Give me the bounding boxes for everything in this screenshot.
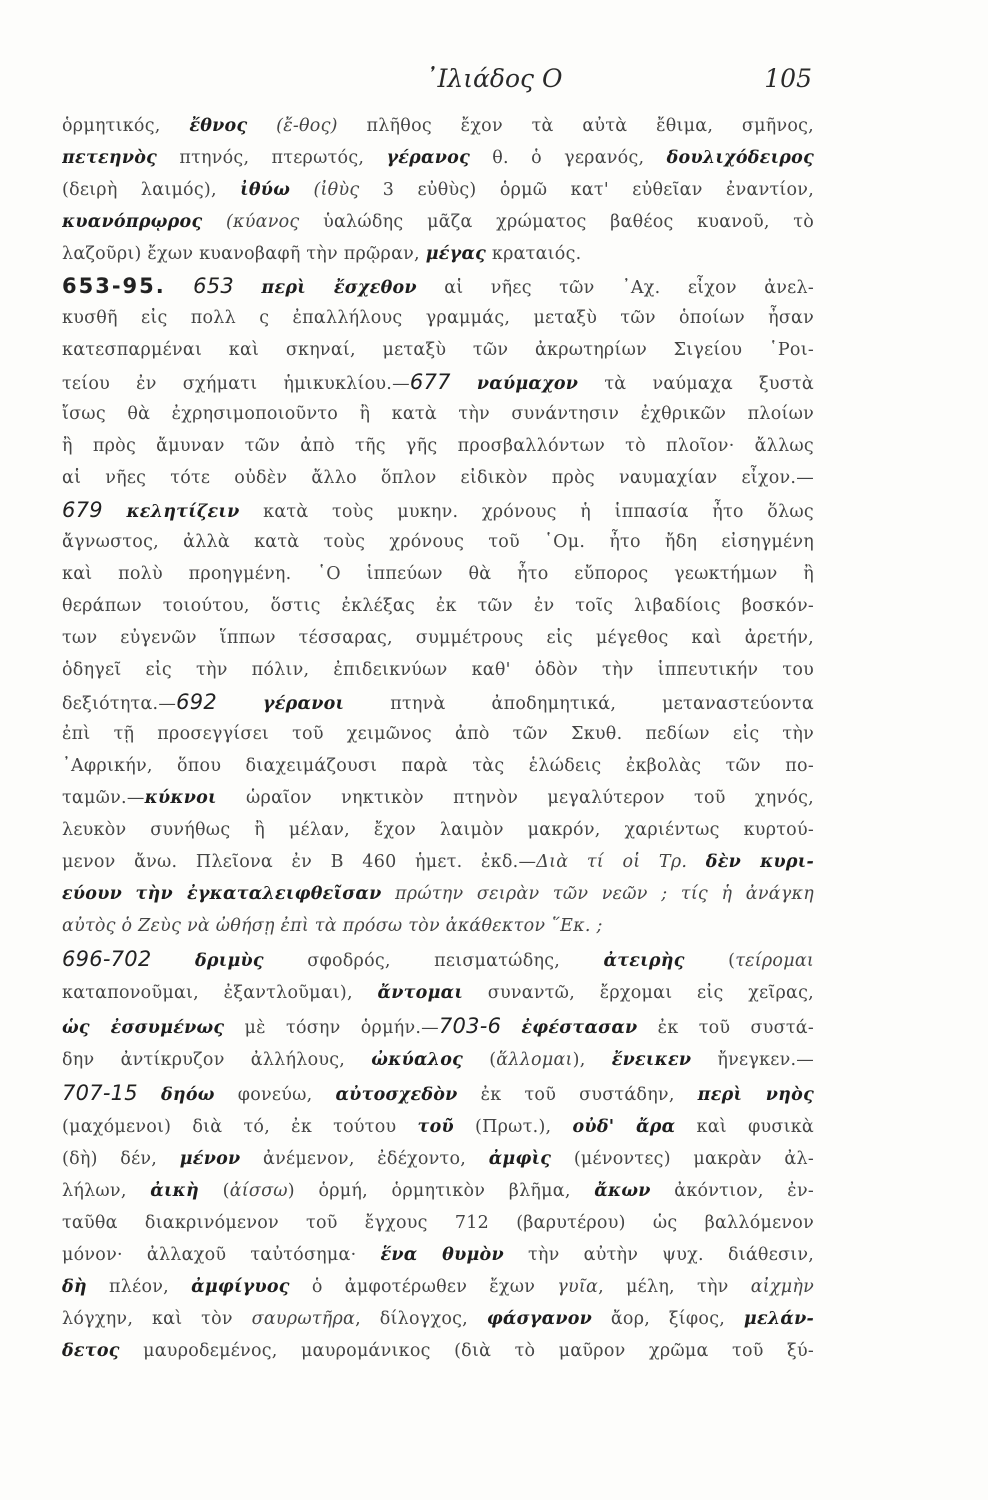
text-line: [62, 238, 814, 270]
text-line: [62, 142, 814, 174]
text-run: δεξιότητα.—: [62, 694, 177, 714]
lemma: δουλιχόδειρος: [666, 148, 814, 168]
lemma: ἄντομαι: [377, 983, 464, 1003]
text-run: ἄορ, ξίφος,: [592, 1309, 744, 1329]
text-run: , μέλη, τὴν: [598, 1277, 751, 1297]
italic-run: (κύανος: [202, 212, 300, 232]
text-run: των εὐγενῶν ἵππων τέσσαρας, συμμέτρους εἰς μέγεθος καὶ ἀρετήν,: [62, 628, 814, 648]
italic-run: Διὰ τί οἱ Τρ.: [536, 852, 688, 872]
lemma: ἀμφὶς: [488, 1149, 552, 1169]
text-line: [62, 526, 814, 558]
text-line: [62, 1335, 814, 1367]
text-line: [62, 1143, 814, 1175]
text-line: [62, 206, 814, 238]
text-line: [62, 1271, 814, 1303]
text-run: ἐκ τοῦ συστάδην,: [457, 1085, 698, 1105]
text-line: [62, 1239, 814, 1271]
text-run: [152, 951, 195, 971]
text-run: ᾿Αφρικήν, ὅπου διαχειμάζουσι παρὰ τὰς ἑλώδεις ἐκβολὰς τῶν πο-: [62, 756, 814, 776]
text-run: μόνον· ἀλλαχοῦ ταὐτόσημα·: [62, 1245, 381, 1265]
text-run: μαυροδεμένος, μαυρομάνικος (διὰ τὸ μαῦρον χρῶμα τοῦ ξύ-: [119, 1341, 814, 1361]
running-head: [0, 64, 988, 104]
lemma: ὡς ἐσσυμένως: [62, 1018, 225, 1038]
text-run: ὁδηγεῖ εἰς τὴν πόλιν, ἐπιδεικνύων καθ' ὁδὸν τὴν ἱππευτικήν του: [62, 660, 814, 680]
text-line: [62, 910, 814, 942]
lemma: κύκνοι: [144, 788, 217, 808]
text-run: ἄγνωστος, ἀλλὰ κατὰ τοὺς χρόνους τοῦ ῾Ομ. ἦτο ἤδη εἰσηγμένη: [62, 532, 814, 552]
verse-ref: 692: [176, 690, 217, 714]
text-run: κυσθῆ εἰς πολλ ς ἐπαλλήλους γραμμάς, μεταξὺ τῶν ὁποίων ἦσαν: [62, 308, 814, 328]
italic-run: αὐτὸς ὁ Ζεὺς νὰ ὠθήσῃ ἐπὶ τὰ πρόσω τὸν ἀκάθεκτον ῞Εκ. ;: [62, 916, 603, 936]
text-run: ταμῶν.—: [62, 788, 145, 808]
italic-run: (ἰθὺς: [290, 180, 360, 200]
lemma: αὐτοσχεδὸν: [335, 1085, 458, 1105]
lemma: ναύμαχον: [476, 374, 579, 394]
text-line: [62, 366, 814, 398]
text-line: [62, 846, 814, 878]
lemma: περὶ ἔσχεθον: [261, 278, 417, 298]
text-run: συναντῶ, ἔρχομαι εἰς χεῖρας,: [463, 983, 814, 1003]
text-run: καταπονοῦμαι, ἐξαντλοῦμαι),: [62, 983, 378, 1003]
text-run: πτηνός, πτερωτός,: [157, 148, 387, 168]
text-line: [62, 622, 814, 654]
text-run: 3 εὐθὺς) ὁρμῶ κατ' εὐθεῖαν ἐναντίον,: [359, 180, 814, 200]
text-line: [62, 686, 814, 718]
text-line: [62, 334, 814, 366]
text-run: [166, 278, 193, 298]
text-line: [62, 430, 814, 462]
text-run: δην ἀντίκρυζον ἀλλήλους,: [62, 1050, 372, 1070]
text-run: αἱ νῆες τότε οὐδὲν ἄλλο ὅπλον εἰδικὸν πρὸς ναυμαχίαν εἶχον.—: [62, 468, 814, 488]
text-run: θ. ὁ γερανός,: [469, 148, 667, 168]
lemma: ἔθνος: [189, 116, 248, 136]
italic-run: ἀίσσω: [229, 1181, 288, 1201]
verse-ref: 677: [409, 370, 451, 394]
text-run: (Πρωτ.),: [453, 1117, 573, 1137]
text-run: (: [684, 951, 736, 971]
text-line: [62, 977, 814, 1009]
text-line: [62, 270, 814, 302]
italic-run: ἅλλομαι: [496, 1050, 573, 1070]
lemma: δετος: [62, 1341, 120, 1361]
verse-ref: 707-15: [62, 1081, 138, 1105]
lemma: γέρανοι: [262, 694, 345, 714]
running-head-title: ᾿Ιλιάδος Ο: [425, 64, 563, 93]
text-line: [62, 1044, 814, 1076]
text-line: [62, 174, 814, 206]
italic-run: αἰχμὴν: [750, 1277, 814, 1297]
text-line: [62, 814, 814, 846]
italic-run: (ἔ-θος): [247, 116, 338, 136]
text-run: μενον ἄνω. Πλεῖονα ἐν Β 460 ἡμετ. ἐκδ.—: [62, 852, 537, 872]
verse-ref: 679: [62, 498, 103, 522]
italic-run: σαυρωτῆρα: [251, 1309, 356, 1329]
text-run: [501, 1018, 521, 1038]
lemma: μέγας: [425, 244, 487, 264]
text-run: ὁ ἀμφοτέρωθεν ἔχων: [289, 1277, 558, 1297]
lemma: ἄκων: [594, 1181, 651, 1201]
text-run: πτηνὰ ἀποδημητικά, μεταναστεύοντα: [344, 694, 814, 714]
text-run: ἀνέμενον, ἐδέχοντο,: [240, 1149, 489, 1169]
text-line: [62, 590, 814, 622]
text-run: ὁρμητικός,: [62, 116, 190, 136]
verse-ref: 703-6: [438, 1014, 502, 1038]
text-line: [62, 782, 814, 814]
text-run: πλέον,: [86, 1277, 192, 1297]
text-line: [62, 1076, 814, 1111]
text-run: τὰ ναύμαχα ξυστὰ: [578, 374, 814, 394]
lemma: τοῦ: [417, 1117, 454, 1137]
text-run: ταῦθα διακρινόμενον τοῦ ἔγχους 712 (βαρυτέρου) ὡς βαλλόμενον: [62, 1213, 814, 1233]
page-number: 105: [764, 64, 812, 93]
lemma: δὴ: [62, 1277, 87, 1297]
text-run: κατεσπαρμέναι καὶ σκηναί, μεταξὺ τῶν ἀκρωτηρίων Σιγείου ῾Ροι-: [62, 340, 814, 360]
text-run: [687, 852, 706, 872]
lemma: δριμὺς: [194, 951, 264, 971]
text-line: [62, 1009, 814, 1044]
lemma: κυανόπρῳρος: [62, 212, 203, 232]
text-line: [62, 110, 814, 142]
text-run: τείου ἐν σχήματι ἡμικυκλίου.—: [62, 374, 410, 394]
italic-run: τείρομαι: [735, 951, 814, 971]
lemma: μελάν-: [743, 1309, 814, 1329]
lemma: τὴν ἐγκαταλειφθεῖσαν: [135, 884, 382, 904]
text-run: ἀκόντιον, ἐν-: [650, 1181, 814, 1201]
text-line: [62, 302, 814, 334]
lemma: ἔνεικεν: [611, 1050, 692, 1070]
text-run: θεράπων τοιούτου, ὅστις ἐκλέξας ἐκ τῶν ἐν τοῖς λιβαδίοις βοσκόν-: [62, 596, 814, 616]
text-run: κατὰ τοὺς μυκην. χρόνους ἡ ἱππασία ἦτο ὅλως: [239, 502, 814, 522]
text-run: (: [199, 1181, 230, 1201]
text-run: (: [463, 1050, 497, 1070]
text-run: [234, 278, 261, 298]
text-run: [382, 884, 396, 904]
text-run: (μένοντες) μακρὰν ἀλ-: [551, 1149, 814, 1169]
italic-run: γυῖα: [557, 1277, 599, 1297]
text-run: [103, 502, 127, 522]
text-line: [62, 462, 814, 494]
text-run: κραταιός.: [486, 244, 582, 264]
text-run: αἱ νῆες τῶν ᾿Αχ. εἶχον ἀνελ-: [416, 278, 814, 298]
text-run: ἤνεγκεν.—: [691, 1050, 814, 1070]
text-line: [62, 558, 814, 590]
text-run: καὶ πολὺ προηγμένη. ῾Ο ἱππεύων θὰ ἦτο εὔπορος γεωκτήμων ἢ: [62, 564, 814, 584]
lemma: δηόω: [160, 1085, 215, 1105]
text-run: λόγχην, καὶ τὸν: [62, 1309, 252, 1329]
text-run: λαζοῦρι) ἔχων κυανοβαφῆ τὴν πρῷραν,: [62, 244, 426, 264]
lemma: πετεηνὸς: [62, 148, 158, 168]
text-run: ) ὁρμή, ὁρμητικὸν βλῆμα,: [287, 1181, 595, 1201]
lemma: ἀικὴ: [150, 1181, 200, 1201]
verse-ref: 696-702: [62, 947, 152, 971]
text-line: [62, 494, 814, 526]
text-run: λήλων,: [62, 1181, 151, 1201]
text-run: πλῆθος ἔχον τὰ αὐτὰ ἔθιμα, σμῆνος,: [337, 116, 814, 136]
text-line: [62, 1303, 814, 1335]
italic-run: πρώτην σειρὰν τῶν νεῶν ; τίς ἡ ἀνάγκη: [395, 884, 814, 904]
text-run: [451, 374, 477, 394]
lemma: δὲν κυρι-: [705, 852, 814, 872]
text-run: σφοδρός, πεισματώδης,: [263, 951, 604, 971]
lemma: κελητίζειν: [126, 502, 240, 522]
text-run: (μαχόμενοι) διὰ τό, ἐκ τούτου: [62, 1117, 418, 1137]
commentary-text: [62, 110, 814, 1367]
text-line: [62, 1111, 814, 1143]
lemma: ὠκύαλος: [371, 1050, 464, 1070]
text-run: λευκὸν συνήθως ἢ μέλαν, ἔχον λαιμὸν μακρόν, χαριέντως κυρτού-: [62, 820, 814, 840]
text-run: καὶ φυσικὰ: [675, 1117, 814, 1137]
text-line: [62, 1207, 814, 1239]
lemma: ἕνα θυμὸν: [380, 1245, 504, 1265]
lemma: ἐφέστασαν: [521, 1018, 638, 1038]
text-line: [62, 398, 814, 430]
text-run: ὑαλώδης μᾶζα χρώματος βαθέος κυανοῦ, τὸ: [299, 212, 814, 232]
lemma: ἰθύω: [240, 180, 291, 200]
lemma: ἀτειρὴς: [603, 951, 685, 971]
text-run: ἢ πρὸς ἄμυναν τῶν ἀπὸ τῆς γῆς προσβαλλόντων τὸ πλοῖον· ἄλλως: [62, 436, 814, 456]
text-run: τὴν αὐτὴν ψυχ. διάθεσιν,: [503, 1245, 814, 1265]
text-line: [62, 878, 814, 910]
text-run: ὡραῖον νηκτικὸν πτηνὸν μεγαλύτερον τοῦ χηνός,: [216, 788, 814, 808]
text-line: [62, 1175, 814, 1207]
lemma: γέρανος: [386, 148, 470, 168]
lemma: περὶ νηὸς: [697, 1085, 814, 1105]
section-ref: 653-95.: [62, 274, 166, 298]
text-run: (δειρὴ λαιμός),: [62, 180, 241, 200]
lemma: εύουν: [62, 884, 122, 904]
text-line: [62, 942, 814, 977]
text-line: [62, 654, 814, 686]
text-run: μὲ τόσην ὁρμήν.—: [224, 1018, 439, 1038]
verse-ref: 653: [193, 274, 235, 298]
text-run: ἴσως θὰ ἐχρησιμοποιοῦντο ἢ κατὰ τὴν συνάντησιν ἐχθρικῶν πλοίων: [62, 404, 814, 424]
text-run: [138, 1085, 161, 1105]
lemma: ἀμφίγυος: [191, 1277, 290, 1297]
text-run: φονεύω,: [214, 1085, 336, 1105]
lemma: οὐδ' ἄρα: [572, 1117, 676, 1137]
text-run: [122, 884, 136, 904]
text-line: [62, 718, 814, 750]
text-run: (δὴ) δέν,: [62, 1149, 180, 1169]
text-run: [217, 694, 263, 714]
text-run: ἐπὶ τῇ προσεγγίσει τοῦ χειμῶνος ἀπὸ τῶν Σκυθ. πεδίων εἰς τὴν: [62, 724, 814, 744]
text-run: ),: [572, 1050, 612, 1070]
text-run: ἐκ τοῦ συστά-: [637, 1018, 814, 1038]
lemma: μένον: [179, 1149, 241, 1169]
text-line: [62, 750, 814, 782]
lemma: φάσγανον: [486, 1309, 593, 1329]
text-run: , δίλογχος,: [355, 1309, 487, 1329]
